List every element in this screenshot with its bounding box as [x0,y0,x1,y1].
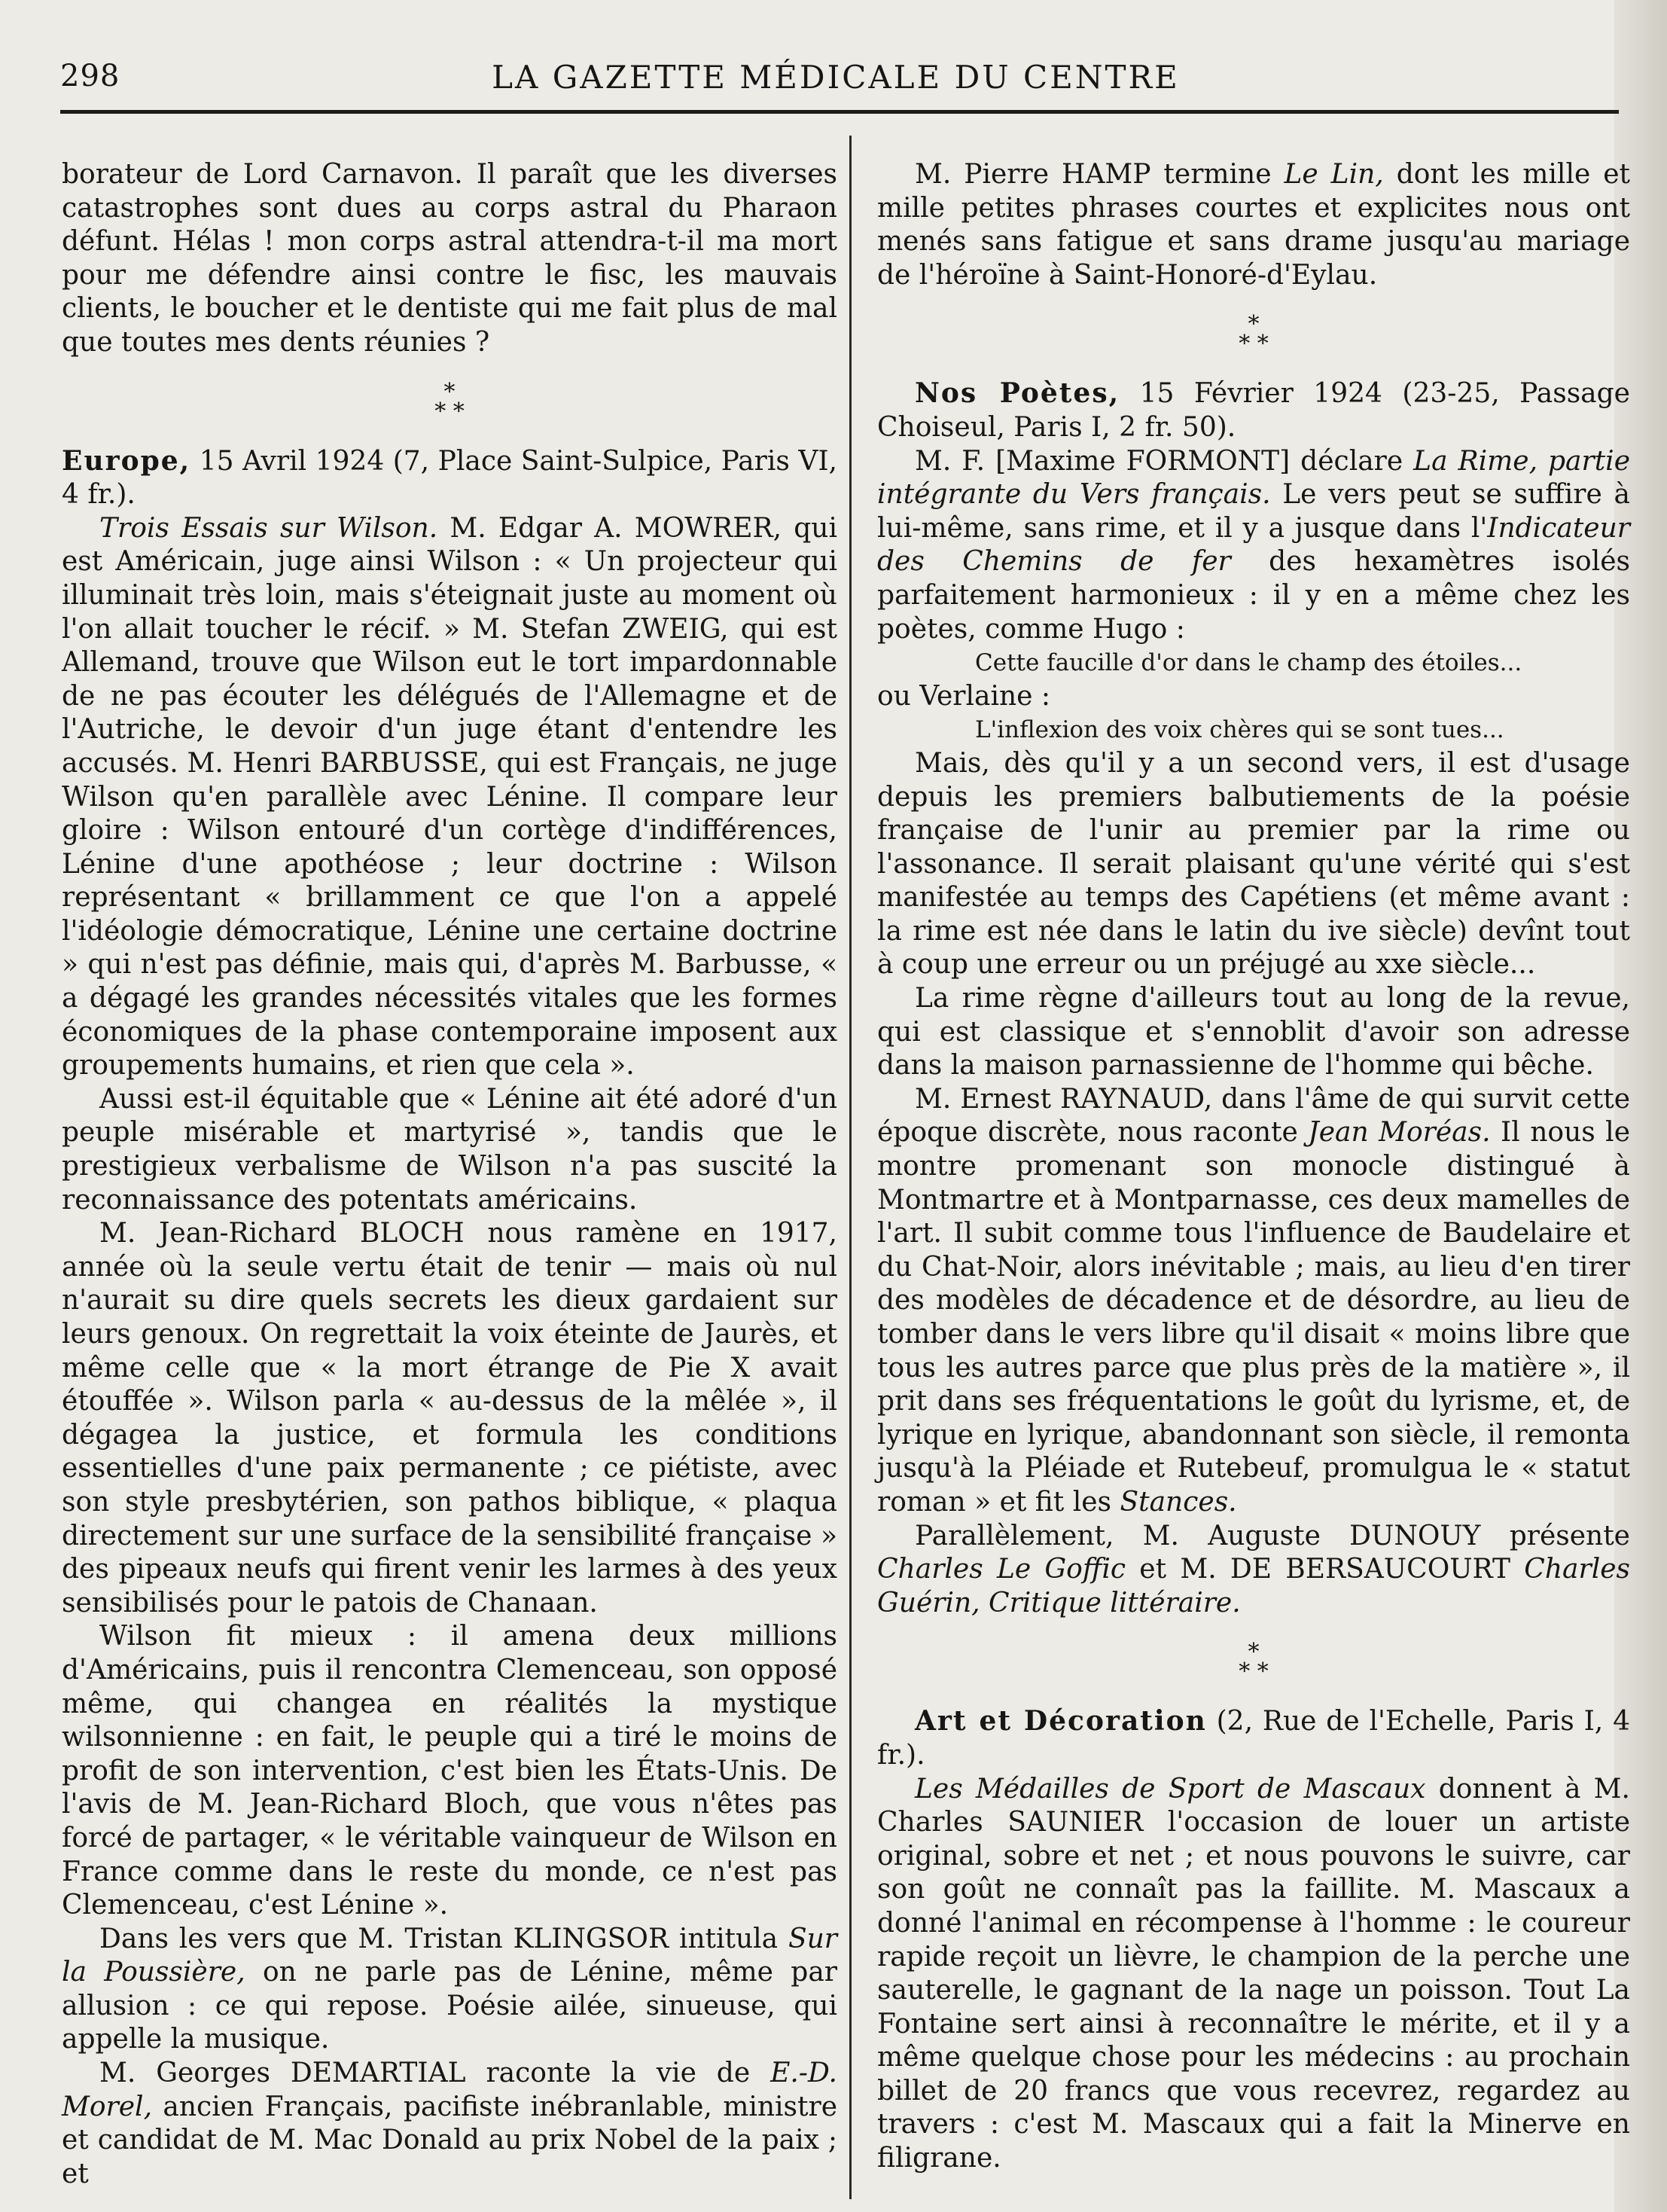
poetes-title: Nos Poètes, [915,377,1120,410]
rime-paragraph: Mais, dès qu'il y a un second vers, il est d'usage depuis les premiers balbutiements de la poésie française de l'unir au premier par la rime ou l'assonance. Il serait plaisant qu'une vérité qui s'est manifestée au temps des Capétiens (et même avant : la rime est née dans le latin du ive siècle) devînt tout à coup une erreur ou un préjugé au xxe siècle... [877,747,1630,981]
le-goffic-title: Charles Le Goffic [877,1554,1126,1585]
asterism-bottom: * * [1239,1658,1269,1686]
wilson-essays-title: Trois Essais sur Wilson. [99,512,438,544]
le-lin-title: Le Lin, [1284,159,1384,190]
mascaux-paragraph [877,1773,1630,2176]
bloch-paragraph: M. Jean-Richard BLOCH nous ramène en 1917, année où la seule vertu était de tenir — mais où nul n'aurait su dire quels secrets les dieux gardaient sur leurs genoux. On regrettait la voix éteinte de Jaurès, et même celle que « la mort étrange de Pie X avait étouffée ». Wilson parla « au-dessus de la mêlée », il dégagea la justice, et formula les conditions essentielles d'une paix permanente ; ce piétiste, avec son style presbytérien, son pathos biblique, « plaqua directement sur une surface de la sensibilité française » des pipeaux neufs qui firent venir les larmes à des yeux sensibilisés pour le patois de Chanaan. [62,1218,837,1619]
demartial-paragraph [62,2057,837,2191]
asterism-bottom: * * [434,398,465,425]
verlaine-intro: ou Verlaine : [877,680,1051,712]
right-column [877,158,1630,2176]
klingsor-paragraph [62,1923,837,2057]
asterism-top: * [443,378,456,405]
poetes-details: 15 Février 1924 (23-25, Passage Choiseul, Paris I, 2 fr. 50). [877,378,1630,443]
art-details: (2, Rue de l'Echelle, Paris I, 4 fr.). [877,1706,1630,1771]
medailles-title: Les Médailles de Sport de Mascaux [915,1773,1426,1805]
section-asterism [877,1639,1630,1686]
asterism-bottom: * * [1239,331,1269,358]
klingsor-title: Sur la Poussière, [62,1923,837,1988]
lenine-paragraph: Aussi est-il équitable que « Lénine ait été adoré d'un peuple misérable et martyrisé », tandis que le prestigieux verbalisme de Wilson n'a pas suscité la reconnaissance des potentats américains. [62,1083,837,1216]
formont-text-a: M. F. [Maxime FORMONT] déclare [915,445,1414,477]
europe-details: 15 Avril 1924 (7, Place Saint-Sulpice, Paris VI, 4 fr.). [62,445,837,511]
formont-text-c: des hexamètres isolés parfaitement harmonieux : il y en a même chez les poètes, comme Hugo : [877,546,1631,645]
page-number: 298 [60,59,120,93]
header-rule [60,110,1619,114]
mascaux-text: donnent à M. Charles SAUNIER l'occasion de louer un artiste original, sobre et net ; et nous pouvons le suivre, car son goût ne connaît pas la faillite. M. Mascaux a donné l'animal en récompense à l'homme : le coureur rapide reçoit un lièvre, le champion de la perche une sauterelle, le gagnant de la nage un poisson. Tout La Fontaine sert ainsi à reconnaître le mérite, et il y a même quelque chose pour les médecins : au prochain billet de 20 francs que vous recevrez, regardez au travers : c'est M. Mascaux qui a fait la Minerve en filigrane. [877,1773,1630,2174]
wilson-essays-paragraph [62,512,837,1083]
verlaine-verse: L'inflexion des voix chères qui se sont tues... [975,716,1504,744]
formont-paragraph [877,445,1630,647]
asterism-top: * [1248,311,1260,338]
section-asterism [877,311,1630,358]
morel-title: E.-D. Morel, [62,2058,837,2122]
section-asterism [62,378,837,425]
europe-heading [62,444,837,512]
hugo-verse: Cette faucille d'or dans le champ des étoiles... [975,649,1522,677]
asterism-top: * [1248,1639,1260,1666]
wilson-essays-text: M. Edgar A. MOWRER, qui est Américain, juge ainsi Wilson : « Un projecteur qui illuminait très loin, mais s'éteignait juste au moment où l'on allait toucher le récif. » M. Stefan ZWEIG, qui est Allemand, trouve que Wilson eut le tort impardonnable de ne pas écouter les délégués de l'Allemagne et de l'Autriche, le devoir d'un juge étant d'entendre les accusés. M. Henri BARBUSSE, qui est Français, ne juge Wilson qu'en parallèle avec Lénine. Il compare leur gloire : Wilson entouré d'un cortège d'indifférences, Lénine d'une apothéose ; leur doctrine : Wilson représentant « brillamment ce que l'on a appelé l'idéologie démocratique, Lénine une certaine doctrine » qui n'est pas définie, mais qui, d'après M. Barbusse, « a dégagé les grandes nécessités vitales que les formes économiques de la phase contemporaine imposent aux groupements humains, et rien que cela ». [62,512,837,1082]
demartial-text-b: ancien Français, pacifiste inébranlable, ministre et candidat de M. Mac Donald au prix Nobel de la paix ; et [62,2091,837,2189]
europe-title: Europe, [62,444,191,477]
demartial-text-a: M. Georges DEMARTIAL raconte la vie de [99,2058,771,2089]
dunouy-text-a: Parallèlement, M. Auguste DUNOUY présente [915,1520,1630,1551]
dunouy-text-b: et M. DE BERSAUCOURT [1126,1554,1525,1585]
dunouy-paragraph [877,1520,1630,1621]
indicateur-title: Indicateur des Chemins de fer [877,512,1630,578]
klingsor-text-a: Dans les vers que M. Tristan KLINGSOR intitula [99,1923,788,1954]
raynaud-text-a: M. Ernest RAYNAUD, dans l'âme de qui survit cette époque discrète, nous raconte [877,1083,1630,1149]
guerin-title: Charles Guérin, Critique littéraire. [877,1554,1630,1619]
art-title: Art et Décoration [915,1705,1207,1738]
moreas-title: Jean Moréas. [1308,1117,1491,1149]
hamp-paragraph [877,158,1630,292]
poetes-heading [877,377,1630,444]
stances-title: Stances. [1120,1486,1237,1518]
revue-paragraph: La rime règne d'ailleurs tout au long de la revue, qui est classique et s'ennoblit d'avoir son adresse dans la maison parnassienne de l'homme qui bêche. [877,983,1630,1082]
hamp-text-b: dont les mille et mille petites phrases courtes et explicites nous ont menés sans fatigue et sans drame jusqu'au mariage de l'héroïne à Saint-Honoré-d'Eylau. [877,159,1630,291]
left-intro-paragraph: borateur de Lord Carnavon. Il paraît que les diverses catastrophes sont dues au corps astral du Pharaon défunt. Hélas ! mon corps astral attendra-t-il ma mort pour me défendre ainsi contre le fisc, les mauvais clients, le boucher et le dentiste qui me fait plus de mal que toutes mes dents réunies ? [62,159,837,358]
journal-title: LA GAZETTE MÉDICALE DU CENTRE [492,59,1180,96]
clemenceau-paragraph: Wilson fit mieux : il amena deux millions d'Américains, puis il rencontra Clemenceau, son opposé même, qui changea en réalités la mystique wilsonnienne : en fait, le peuple qui a tiré le moins de profit de son intervention, c'est bien les États-Unis. De l'avis de M. Jean-Richard Bloch, que vous n'êtes pas forcé de partager, « le véritable vainqueur de Wilson en France comme dans le reste du monde, ce n'est pas Clemenceau, c'est Lénine ». [62,1621,837,1921]
hamp-text-a: M. Pierre HAMP termine [915,159,1285,190]
art-heading [877,1704,1630,1772]
column-divider [849,136,852,2199]
klingsor-text-b: on ne parle pas de Lénine, même par allusion : ce qui repose. Poésie ailée, sinueuse, qui appelle la musique. [62,1957,837,2055]
raynaud-text-b: Il nous le montre promenant son monocle distingué à Montmartre et à Montparnasse, ces deux mamelles de l'art. Il subit comme tous l'influence de Baudelaire et du Chat-Noir, alors inévitable ; mais, au lieu d'en tirer des modèles de décadence et de désordre, au lieu de tomber dans le vers libre qu'il disait « moins libre que tous les autres parce que plus près de la matière », il prit dans ses fréquentations le goût du lyrisme, et, de lyrique en lyrique, abandonnant son siècle, il remonta jusqu'à la Pléiade et Rutebeuf, promulgua le « statut roman » et fit les [877,1117,1630,1518]
la-rime-title: La Rime, partie intégrante du Vers français. [877,445,1631,511]
left-column [62,158,837,2191]
raynaud-paragraph [877,1083,1630,1520]
formont-text-b: Le vers peut se suffire à lui-même, sans rime, et il y a jusque dans l' [877,479,1630,544]
page-header [60,59,1611,104]
